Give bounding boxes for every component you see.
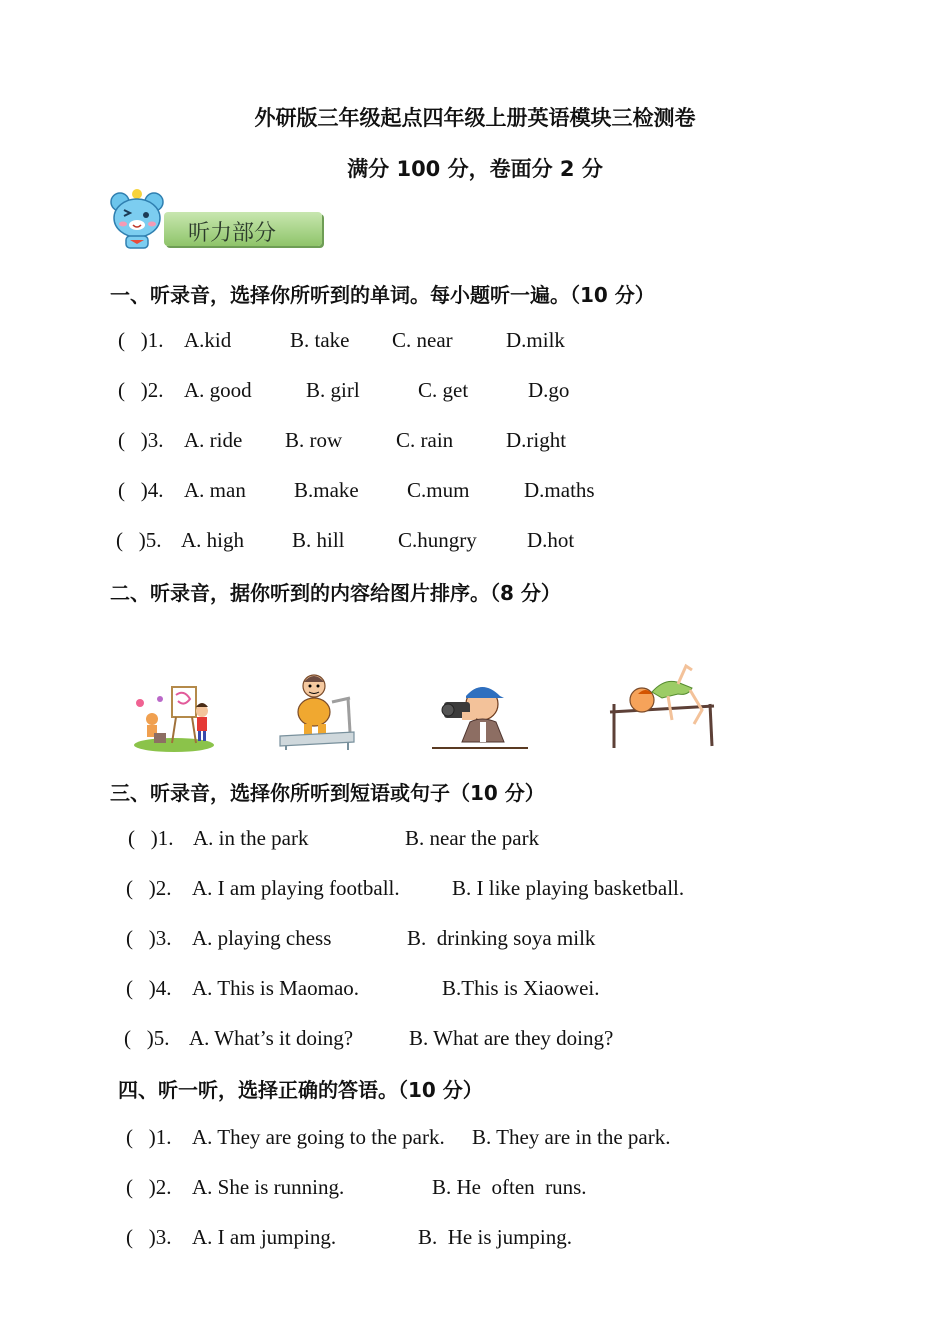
listening-banner bbox=[108, 188, 328, 252]
option: D.right bbox=[506, 428, 567, 452]
option: A. I am jumping. bbox=[192, 1225, 337, 1249]
option: B. He often runs. bbox=[432, 1175, 587, 1199]
option: A. good bbox=[184, 378, 252, 402]
section-1-heading: 一、听录音，选择你所听到的单词。每小题听一遍。（10 分） bbox=[110, 283, 655, 307]
section-1-item-2: ( )2. bbox=[118, 378, 164, 402]
section-4-heading: 四、听一听，选择正确的答语。（10 分） bbox=[118, 1078, 483, 1102]
option: B. hill bbox=[292, 528, 345, 552]
page-title: 外研版三年级起点四年级上册英语模块三检测卷 bbox=[254, 106, 696, 130]
option: A.kid bbox=[184, 328, 232, 352]
picture-high-jump bbox=[608, 660, 718, 752]
option: B. row bbox=[285, 428, 343, 452]
option: C.mum bbox=[407, 478, 470, 502]
section-4-item-3: ( )3. bbox=[126, 1225, 172, 1249]
section-1-item-4: ( )4. bbox=[118, 478, 164, 502]
option: B. They are in the park. bbox=[472, 1125, 671, 1149]
option: B. take bbox=[290, 328, 350, 352]
section-3-item-5: ( )5. bbox=[124, 1026, 170, 1050]
page-subtitle: 满分 100 分，卷面分 2 分 bbox=[347, 157, 603, 181]
section-3-item-3: ( )3. bbox=[126, 926, 172, 950]
option: C.hungry bbox=[398, 528, 477, 552]
option: B.make bbox=[294, 478, 359, 502]
option: A. I am playing football. bbox=[192, 876, 400, 900]
option: D.maths bbox=[524, 478, 595, 502]
option: C. rain bbox=[396, 428, 454, 452]
option: A. What’s it doing? bbox=[189, 1026, 354, 1050]
section-1-item-5: ( )5. bbox=[116, 528, 162, 552]
option: A. This is Maomao. bbox=[192, 976, 360, 1000]
option: B. I like playing basketball. bbox=[452, 876, 685, 900]
section-4-item-2: ( )2. bbox=[126, 1175, 172, 1199]
option: A. playing chess bbox=[192, 926, 332, 950]
option: A. They are going to the park. bbox=[192, 1125, 445, 1149]
section-3-heading: 三、听录音，选择你所听到短语或句子（10 分） bbox=[110, 781, 545, 805]
option: B. girl bbox=[306, 378, 360, 402]
section-1-item-1: ( )1. bbox=[118, 328, 164, 352]
option: D.go bbox=[528, 378, 570, 402]
option: A. man bbox=[184, 478, 246, 502]
option: A. high bbox=[181, 528, 244, 552]
mascot-bear-icon bbox=[108, 188, 168, 250]
option: B. near the park bbox=[405, 826, 540, 850]
option: B. He is jumping. bbox=[418, 1225, 573, 1249]
section-2-heading: 二、听录音，据你听到的内容给图片排序。（8 分） bbox=[110, 581, 561, 605]
option: D.milk bbox=[506, 328, 565, 352]
section-4-item-1: ( )1. bbox=[126, 1125, 172, 1149]
option: B. drinking soya milk bbox=[407, 926, 596, 950]
section-3-item-1: ( )1. bbox=[128, 826, 174, 850]
option: B. What are they doing? bbox=[409, 1026, 614, 1050]
option: A. She is running. bbox=[192, 1175, 345, 1199]
section-1-item-3: ( )3. bbox=[118, 428, 164, 452]
section-3-item-2: ( )2. bbox=[126, 876, 172, 900]
picture-treadmill bbox=[274, 672, 360, 750]
picture-taking-photo bbox=[432, 682, 528, 752]
option: A. ride bbox=[184, 428, 243, 452]
banner-label: 听力部分 bbox=[188, 221, 277, 246]
section-3-item-4: ( )4. bbox=[126, 976, 172, 1000]
option: A. in the park bbox=[193, 826, 309, 850]
picture-painting bbox=[132, 683, 216, 753]
option: B.This is Xiaowei. bbox=[442, 976, 600, 1000]
option: C. near bbox=[392, 328, 453, 352]
option: C. get bbox=[418, 378, 469, 402]
option: D.hot bbox=[527, 528, 575, 552]
